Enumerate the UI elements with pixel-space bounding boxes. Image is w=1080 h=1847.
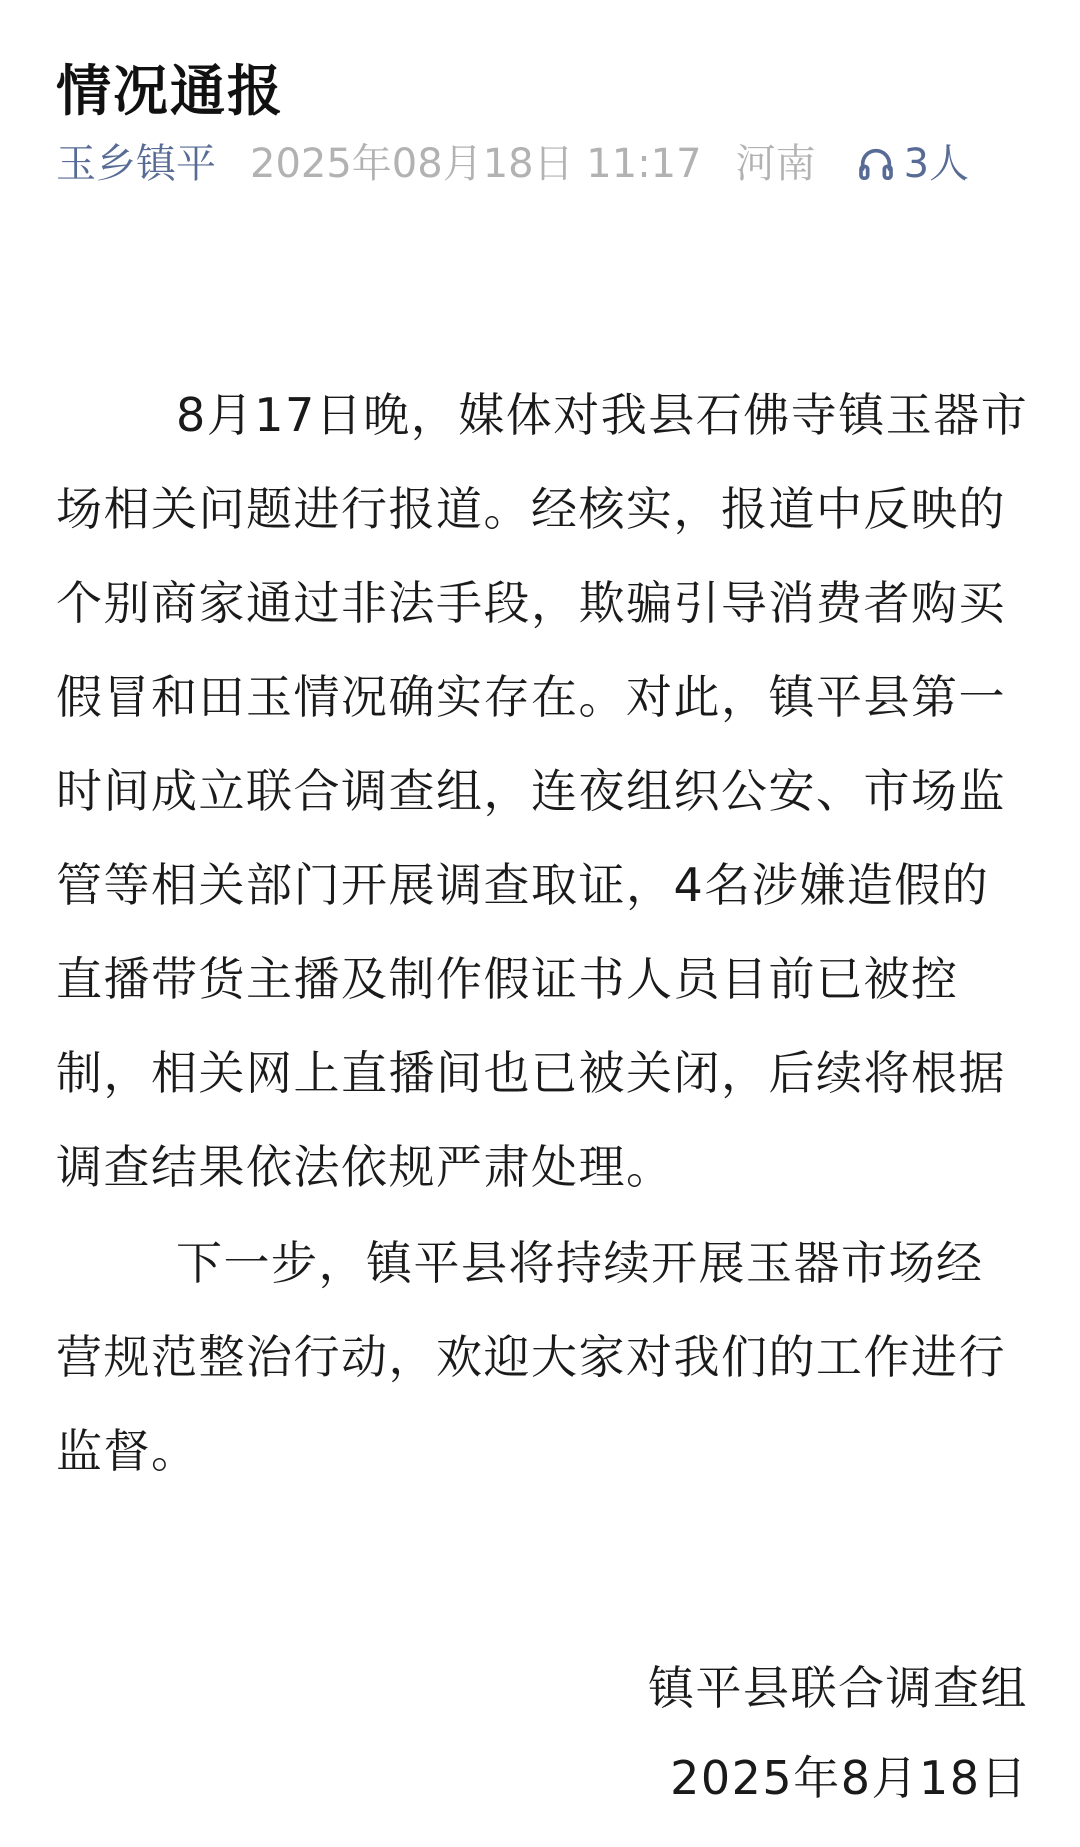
ip-region: 河南 <box>735 141 816 187</box>
text-line: 营规范整治行动，欢迎大家对我们的工作进行 <box>56 1330 1006 1384</box>
text-line: 场相关问题进行报道。经核实，报道中反映的 <box>56 482 1006 536</box>
text-line: 调查结果依法依规严肃处理。 <box>56 1140 674 1194</box>
article-title: 情况通报 <box>56 58 285 123</box>
listener-count: 3人 <box>903 141 970 187</box>
text-line: 假冒和田玉情况确实存在。对此，镇平县第一 <box>56 670 1006 724</box>
text-line: 监督。 <box>56 1424 199 1478</box>
text-line: 管等相关部门开展调查取证，4名涉嫌造假的 <box>56 858 990 912</box>
text-line: 直播带货主播及制作假证书人员目前已被控 <box>56 952 959 1006</box>
listen-button[interactable] <box>856 136 969 192</box>
signature-date: 2025年8月18日 <box>670 1751 1028 1805</box>
paragraph-1 <box>56 368 1028 1214</box>
paragraph-2 <box>56 1216 1028 1498</box>
text-line: 8月17日晚，媒体对我县石佛寺镇玉器市 <box>176 388 1029 442</box>
text-line: 下一步，镇平县将持续开展玉器市场经 <box>176 1236 984 1290</box>
text-line: 个别商家通过非法手段，欺骗引导消费者购买 <box>56 576 1006 630</box>
signature-org: 镇平县联合调查组 <box>648 1661 1028 1715</box>
headphones-icon <box>856 144 896 184</box>
article-meta <box>56 136 969 192</box>
account-name-link[interactable]: 玉乡镇平 <box>56 141 216 187</box>
publish-datetime: 2025年08月18日 11:17 <box>250 141 702 187</box>
text-line: 制，相关网上直播间也已被关闭，后续将根据 <box>56 1046 1006 1100</box>
text-line: 时间成立联合调查组，连夜组织公安、市场监 <box>56 764 1006 818</box>
